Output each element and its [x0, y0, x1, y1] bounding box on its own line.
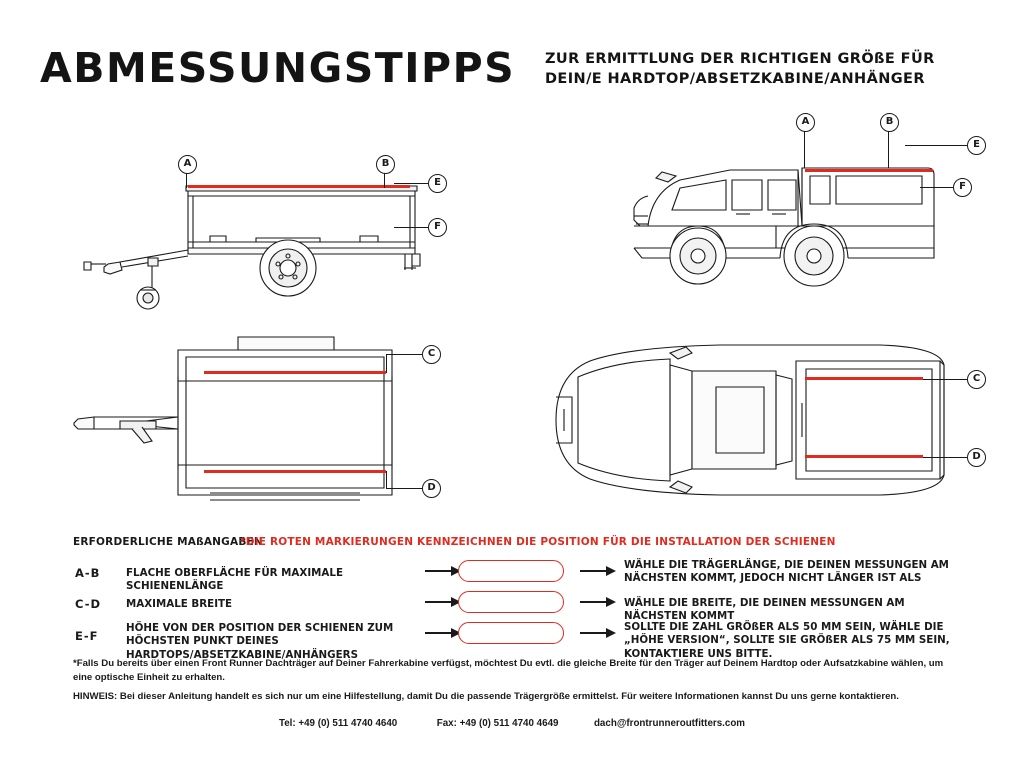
rail-marking-trailer-top-front	[204, 371, 386, 374]
leader-c-trailer-top	[386, 354, 422, 355]
rail-marking-trailer-top-rear	[204, 470, 386, 473]
row-desc-ef: HÖHE VON DER POSITION DER SCHIENEN ZUM HÖCHSTEN PUNKT DEINES HARDTOPS/ABSETZKABINE/ANHÄNGERS	[126, 622, 394, 661]
red-marking-note: *DIE ROTEN MARKIERUNGEN KENNZEICHNEN DIE POSITION FÜR DIE INSTALLATION DER SCHIENEN	[240, 536, 836, 548]
page-subtitle: ZUR ERMITTLUNG DER RICHTIGEN GRÖßE FÜR DEIN/E HARDTOP/ABSETZKABINE/ANHÄNGER	[545, 51, 935, 87]
callout-c-pickup-top: C	[967, 370, 986, 389]
pickup-top-view-drawing	[520, 325, 960, 515]
callout-d-pickup-top: D	[967, 448, 986, 467]
callout-e-pickup-side: E	[967, 136, 986, 155]
callout-f-pickup-side: F	[953, 178, 972, 197]
arrow-icon-cd	[425, 597, 461, 607]
leader-a-trailer-side	[186, 172, 187, 188]
footnote-rack-width: *Falls Du bereits über einen Front Runner Dachträger auf Deiner Fahrerkabine verfügst, möchtest Du evtl. die gleiche Breite für den Träger auf Deinem Hardtop oder Aufsatzkabine wählen, um eine optische Einheit zu erhalten.	[73, 658, 944, 683]
footnote-notice: HINWEIS: Bei dieser Anleitung handelt es sich nur um eine Hilfestellung, damit Du die passende Trägergröße ermittelst. Für weitere Informationen kannst Du uns gerne kontaktieren.	[73, 691, 899, 702]
page-title: ABMESSUNGSTIPPS	[40, 44, 516, 92]
required-measurements-label: ERFORDERLICHE MAßANGABEN	[73, 536, 263, 548]
pickup-side-view-drawing	[530, 130, 950, 320]
callout-b-pickup-side: B	[880, 113, 899, 132]
callout-a-trailer-side: A	[178, 155, 197, 174]
rail-marking-trailer-side	[188, 185, 410, 188]
leader-d-pickup-top	[923, 457, 967, 458]
callout-a-pickup-side: A	[796, 113, 815, 132]
row-result-ef: SOLLTE DIE ZAHL GRÖßER ALS 50 MM SEIN, WÄHLE DIE „HÖHE VERSION“, SOLLTE SIE GRÖßER ALS 75 MM SEIN, KONTAKTIERE UNS BITTE.	[624, 621, 950, 660]
row-desc-cd: MAXIMALE BREITE	[126, 598, 233, 610]
contact-fax: Fax: +49 (0) 511 4740 4649	[436, 718, 559, 729]
leader-f-trailer-side	[394, 227, 428, 228]
leader-e-pickup-side	[905, 145, 967, 146]
row-code-ef: E-F	[75, 629, 99, 643]
row-desc-ab: FLACHE OBERFLÄCHE FÜR MAXIMALE SCHIENENLÄNGE	[126, 567, 343, 593]
leader-c-pickup-top	[923, 379, 967, 380]
row-code-ab: A-B	[75, 566, 101, 580]
measurement-input-ef[interactable]	[458, 622, 564, 644]
rail-marking-pickup-top-right	[805, 455, 923, 458]
contact-bar	[0, 718, 1024, 729]
arrow-icon-ef-result	[580, 628, 616, 638]
arrow-icon-ab	[425, 566, 461, 576]
callout-e-trailer-side: E	[428, 174, 447, 193]
leader-b-pickup-side	[888, 130, 889, 168]
leader-d-trailer-top	[386, 488, 422, 489]
row-result-cd: WÄHLE DIE BREITE, DIE DEINEN MESSUNGEN AM NÄCHSTEN KOMMT	[624, 597, 905, 623]
measurement-input-cd[interactable]	[458, 591, 564, 613]
leader-f-pickup-side	[920, 187, 953, 188]
row-code-cd: C-D	[75, 597, 102, 611]
callout-b-trailer-side: B	[376, 155, 395, 174]
contact-tel: Tel: +49 (0) 511 4740 4640	[278, 718, 398, 729]
callout-d-trailer-top: D	[422, 479, 441, 498]
measurement-input-ab[interactable]	[458, 560, 564, 582]
arrow-icon-cd-result	[580, 597, 616, 607]
leader-b-trailer-side	[384, 172, 385, 188]
contact-email[interactable]: dach@frontrunneroutfitters.com	[593, 718, 746, 729]
trailer-top-view-drawing	[60, 325, 440, 510]
arrow-icon-ab-result	[580, 566, 616, 576]
leader-d-trailer-top-rise	[386, 471, 387, 489]
leader-e-trailer-side	[394, 183, 428, 184]
callout-f-trailer-side: F	[428, 218, 447, 237]
rail-marking-pickup-side	[805, 169, 933, 172]
rail-marking-pickup-top-left	[805, 377, 923, 380]
row-result-ab: WÄHLE DIE TRÄGERLÄNGE, DIE DEINEN MESSUNGEN AM NÄCHSTEN KOMMT, JEDOCH NICHT LÄNGER IST ALS	[624, 559, 949, 585]
arrow-icon-ef	[425, 628, 461, 638]
leader-a-pickup-side	[804, 130, 805, 168]
leader-c-trailer-top-drop	[386, 354, 387, 373]
callout-c-trailer-top: C	[422, 345, 441, 364]
trailer-side-view-drawing	[60, 150, 440, 320]
